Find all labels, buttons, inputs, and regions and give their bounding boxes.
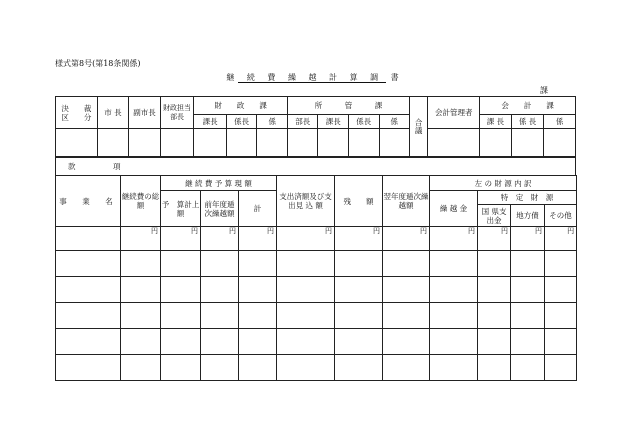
deputy-mayor-header: 副市長: [129, 97, 161, 129]
accounting-kakaricho: 係 長: [511, 115, 544, 129]
row-3-cell[interactable]: [511, 277, 545, 303]
row-5-cell[interactable]: [121, 329, 161, 355]
form-id: 様式第8号(第18条関係): [55, 59, 141, 68]
row-5-cell[interactable]: [478, 329, 511, 355]
kurikoshikin-header: 繰 越 金: [430, 191, 478, 227]
row-4-cell[interactable]: [161, 303, 201, 329]
row-6-cell[interactable]: [239, 355, 277, 381]
sign-accounting-manager[interactable]: [428, 129, 480, 157]
yosan-keijo-header: 予 算計上額: [161, 191, 201, 227]
row-1-kei[interactable]: 円: [239, 227, 277, 251]
sign-responsible-kakaricho[interactable]: [348, 129, 379, 157]
kubun-label: 区 分: [61, 112, 92, 122]
row-5-cell[interactable]: [277, 329, 335, 355]
sign-accounting-kakari[interactable]: [544, 129, 576, 157]
kan-kou-label[interactable]: 款 項: [56, 158, 576, 176]
finance-kakari: 係: [257, 115, 288, 129]
kessai-kubun-cell: [56, 97, 98, 129]
row-2-cell[interactable]: [478, 251, 511, 277]
zaigen-group-header: 左 の 財 源 内 訳: [430, 176, 577, 191]
row-1-jigyomei[interactable]: [56, 227, 121, 251]
row-3-cell[interactable]: [239, 277, 277, 303]
row-1-shishutsu[interactable]: 円: [277, 227, 335, 251]
row-4-cell[interactable]: [277, 303, 335, 329]
row-3-cell[interactable]: [430, 277, 478, 303]
department-suffix: 課: [540, 86, 548, 95]
accounting-manager-header: 会計管理者: [428, 97, 480, 129]
row-4-cell[interactable]: [430, 303, 478, 329]
kan-kou-table: [55, 157, 576, 176]
chihosai-header: 地方債: [511, 205, 545, 227]
sign-finance-kakaricho[interactable]: [226, 129, 257, 157]
row-6-cell[interactable]: [201, 355, 239, 381]
row-5-cell[interactable]: [545, 329, 577, 355]
row-4-cell[interactable]: [335, 303, 383, 329]
row-4-cell[interactable]: [201, 303, 239, 329]
row-5-cell[interactable]: [161, 329, 201, 355]
row-2-cell[interactable]: [239, 251, 277, 277]
row-2-cell[interactable]: [335, 251, 383, 277]
row-6-cell[interactable]: [430, 355, 478, 381]
responsible-section-header: 所 管 課: [287, 97, 409, 115]
row-2-cell[interactable]: [383, 251, 430, 277]
row-4-cell[interactable]: [511, 303, 545, 329]
carryover-table: [55, 175, 577, 381]
sign-accounting-kacho[interactable]: [480, 129, 512, 157]
row-5-cell[interactable]: [335, 329, 383, 355]
row-2-cell[interactable]: [430, 251, 478, 277]
row-4-cell[interactable]: [121, 303, 161, 329]
row-6-cell[interactable]: [335, 355, 383, 381]
row-3-cell[interactable]: [383, 277, 430, 303]
kokuken-header: 国 県支出金: [478, 205, 511, 227]
sign-responsible-bucho[interactable]: [287, 129, 318, 157]
row-1-kurikoshikin[interactable]: 円: [430, 227, 478, 251]
row-5-cell[interactable]: [239, 329, 277, 355]
kessai-label: 決 裁: [61, 103, 92, 113]
title-underline: [238, 82, 386, 83]
jigyomei-header: 事 業 名: [56, 176, 121, 227]
row-6-cell[interactable]: [161, 355, 201, 381]
genko-group-header: 継 続 費 予 算 現 額: [161, 176, 277, 191]
row-3-cell[interactable]: [201, 277, 239, 303]
row-2-jigyomei[interactable]: [56, 251, 121, 277]
row-1-chihosai[interactable]: 円: [511, 227, 545, 251]
row-1-zennendo[interactable]: 円: [201, 227, 239, 251]
row-4-cell[interactable]: [383, 303, 430, 329]
sign-kubun[interactable]: [56, 129, 98, 157]
sign-finance-director[interactable]: [160, 129, 194, 157]
row-3-cell[interactable]: [161, 277, 201, 303]
row-1-yosan[interactable]: 円: [161, 227, 201, 251]
sign-deputy-mayor[interactable]: [129, 129, 161, 157]
sign-responsible-kakari[interactable]: [379, 129, 410, 157]
row-6-cell[interactable]: [121, 355, 161, 381]
yokunendo-header: 翌年度逓次繰越額: [383, 176, 430, 227]
row-2-cell[interactable]: [201, 251, 239, 277]
row-1-sogaku[interactable]: 円: [121, 227, 161, 251]
row-3-cell[interactable]: [121, 277, 161, 303]
row-4-cell[interactable]: [545, 303, 577, 329]
row-3-cell[interactable]: [478, 277, 511, 303]
row-4-jigyomei[interactable]: [56, 303, 121, 329]
sign-responsible-kacho[interactable]: [318, 129, 349, 157]
mayor-header: 市 長: [97, 97, 129, 129]
row-1-sonota[interactable]: 円: [545, 227, 577, 251]
document-title: 継 続 費 繰 越 計 算 調 書: [226, 73, 404, 82]
zangaku-header: 残 額: [335, 176, 383, 227]
row-2-cell[interactable]: [545, 251, 577, 277]
row-3-cell[interactable]: [335, 277, 383, 303]
row-2-cell[interactable]: [161, 251, 201, 277]
row-1-kokuken[interactable]: 円: [478, 227, 511, 251]
kei-header: 計: [239, 191, 277, 227]
accounting-kacho: 課 長: [480, 115, 512, 129]
row-6-cell[interactable]: [383, 355, 430, 381]
sign-finance-kacho[interactable]: [194, 129, 227, 157]
row-3-jigyomei[interactable]: [56, 277, 121, 303]
row-6-cell[interactable]: [511, 355, 545, 381]
row-2-cell[interactable]: [511, 251, 545, 277]
row-3-cell[interactable]: [277, 277, 335, 303]
sign-accounting-kakaricho[interactable]: [511, 129, 544, 157]
row-5-cell[interactable]: [511, 329, 545, 355]
row-5-cell[interactable]: [430, 329, 478, 355]
row-6-cell[interactable]: [478, 355, 511, 381]
accounting-section-header: 会 計 課: [480, 97, 576, 115]
row-1-zangaku[interactable]: 円: [335, 227, 383, 251]
accounting-kakari: 係: [544, 115, 576, 129]
row-4-cell[interactable]: [239, 303, 277, 329]
row-5-jigyomei[interactable]: [56, 329, 121, 355]
responsible-bucho: 部長: [287, 115, 318, 129]
row-6-cell[interactable]: [545, 355, 577, 381]
row-2-cell[interactable]: [277, 251, 335, 277]
row-1-yokunendo[interactable]: 円: [383, 227, 430, 251]
finance-section-header: 財 政 課: [194, 97, 288, 115]
aigi-header: 合 議: [410, 97, 428, 157]
approval-table: [55, 96, 576, 157]
keizokuhi-sogaku-header: 継続費の総 額: [121, 176, 161, 227]
zennendo-header: 前年度逓 次繰越額: [201, 191, 239, 227]
row-3-cell[interactable]: [545, 277, 577, 303]
responsible-kakaricho: 係長: [348, 115, 379, 129]
finance-kakaricho: 係長: [226, 115, 257, 129]
finance-director-header: 財政担当部長: [160, 97, 194, 129]
sonota-header: その他: [545, 205, 577, 227]
finance-kacho: 課長: [194, 115, 227, 129]
row-5-cell[interactable]: [383, 329, 430, 355]
sign-mayor[interactable]: [97, 129, 129, 157]
row-5-cell[interactable]: [201, 329, 239, 355]
sign-finance-kakari[interactable]: [257, 129, 288, 157]
tokutei-zaigen-header: 特 定 財 源: [478, 191, 577, 205]
row-6-jigyomei[interactable]: [56, 355, 121, 381]
shishutsu-header: 支出済額及び支出見 込 額: [277, 176, 335, 227]
responsible-kakari: 係: [379, 115, 410, 129]
row-4-cell[interactable]: [478, 303, 511, 329]
responsible-kacho: 課長: [318, 115, 349, 129]
row-6-cell[interactable]: [277, 355, 335, 381]
row-2-cell[interactable]: [121, 251, 161, 277]
